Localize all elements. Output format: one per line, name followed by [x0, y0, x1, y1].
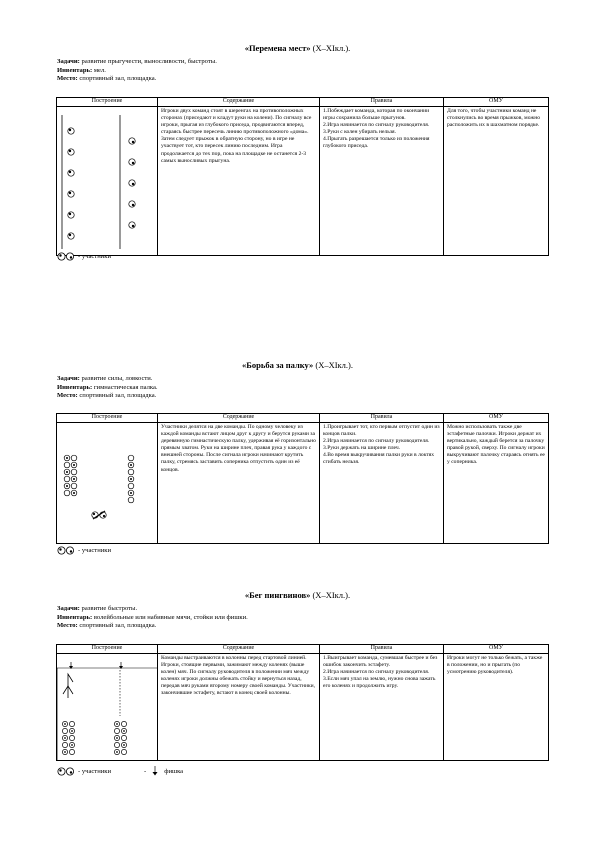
game1-meta: Задачи: развитие прыгучести, выносливости, быстроты. Инвентарь: мел. Место: спортивный зал, площадка.	[57, 58, 217, 83]
game3-table	[56, 644, 549, 761]
game3-content: Команды выстраиваются в колонны перед стартовой линией. Игроки, стоящие первыми, зажимают между коленях (выше колен) мяч. По сигналу руководителя в положении мяч между коленях игроки должны обежать стойку и вернуться назад, передав мяч руками второму номеру своей команды. Участники, закончившие эстафету, встают в конец своей колонны.	[158, 654, 320, 761]
header-content: Содержание	[158, 414, 320, 423]
game3-rules: 1.Выигрывает команда, сумевшая быстрее и без ошибок закончить эстафету. 2.Игра начинается по сигналу руководителя. 3.Если мяч упал на землю, нужно снова зажать его коленях и продолжить игру.	[320, 654, 444, 761]
header-rules: Правила	[320, 98, 444, 107]
game1-content: Игроки двух команд стоят в шеренгах на противоположных сторонах (приседают и кладут руки на колени). По сигналу все игроки, прыгая из глубокого приседа, продвигаются вперед, стараясь быстрее пересечь линию противоположного «дома». Затем следует прыжок в обратную сторону, но в игре не участвует тот, кто пересек линию последним. Игра продолжается до тех пор, пока на площадке не останется 2-3 самых выносливых прыгуна.	[158, 107, 320, 256]
game2-diagram	[57, 423, 157, 543]
header-construction: Построение	[57, 414, 158, 423]
game2-title: «Борьба за палку» (X–XIкл.).	[241, 360, 353, 370]
header-omu: ОМУ	[444, 98, 549, 107]
header-construction: Построение	[57, 645, 158, 654]
game2-omu: Можно использовать также две эстафетные палочки. Игроки держат их вертикально, каждый берется за палочку правой рукой, сверху. По сигналу игроки выкручивают палочку стараясь отнять ее у соперника.	[444, 423, 549, 544]
participant-icon	[57, 252, 75, 261]
game2-meta: Задачи: развитие силы, ловкости. Инвентарь: гимнастическая палка. Место: спортивный зал, площадка.	[57, 375, 158, 400]
participant-icon	[57, 767, 75, 776]
game2-content: Участники делятся на две команды. По одному человеку из каждой команды встают лицом друг к другу и берутся руками за деревянную гимнастическую палку, удерживая её горизонтально прямым хватом. Руки на ширине плеч, правая рука у каждого с внешней стороны. После сигнала игроки начинают крутить палку, стремясь заставить соперника отпустить один из её концов.	[158, 423, 320, 544]
game1-omu: Для того, чтобы участники команд не столкнулись во время прыжков, можно расположить их в шахматном порядке.	[444, 107, 549, 256]
game2-diagram-cell	[57, 423, 158, 544]
cone-icon	[149, 766, 161, 776]
header-rules: Правила	[320, 645, 444, 654]
game3-diagram	[57, 654, 157, 760]
header-omu: ОМУ	[444, 414, 549, 423]
header-content: Содержание	[158, 645, 320, 654]
participant-icon	[57, 546, 75, 555]
legend-dash: -	[143, 767, 147, 775]
game1-legend: - участники	[57, 252, 111, 261]
game3-diagram-cell	[57, 654, 158, 761]
game1-diagram	[57, 107, 157, 255]
game3-omu: Игроки могут не только бежать, а также в положении, но и прыгать (по усмотрению руководителя).	[444, 654, 549, 761]
game1-table	[56, 97, 549, 256]
game3-legend: - участники - фишка	[57, 766, 183, 776]
header-construction: Построение	[57, 98, 158, 107]
game3-meta: Задачи: развитие быстроты. Инвентарь: волейбольные или набивные мячи, стойки или фишки. Место: спортивный зал, площадка.	[57, 605, 248, 630]
game1-title: «Перемена мест» (X–XIкл.).	[244, 43, 351, 53]
game2-rules: 1.Проигрывает тот, кто первым отпустит один из концов палки. 2.Игра начинается по сигналу руководителя. 3.Руки держать на ширине плеч. 4.Во время выкручивания палки руки в локтях сгибать нельзя.	[320, 423, 444, 544]
header-content: Содержание	[158, 98, 320, 107]
game2-table	[56, 413, 549, 544]
game1-rules: 1.Побеждает команда, которая по окончании игры сохранила больше прыгунов. 2.Игра начинается по сигналу руководителя. 3.Руки с колен убирать нельзя. 4.Прыгать разрешается только из положения глубокого приседа.	[320, 107, 444, 256]
game3-title: «Бег пингвинов» (X–XIкл.).	[244, 590, 351, 600]
game1-diagram-cell	[57, 107, 158, 256]
game2-legend: - участники	[57, 546, 111, 555]
header-rules: Правила	[320, 414, 444, 423]
header-omu: ОМУ	[444, 645, 549, 654]
